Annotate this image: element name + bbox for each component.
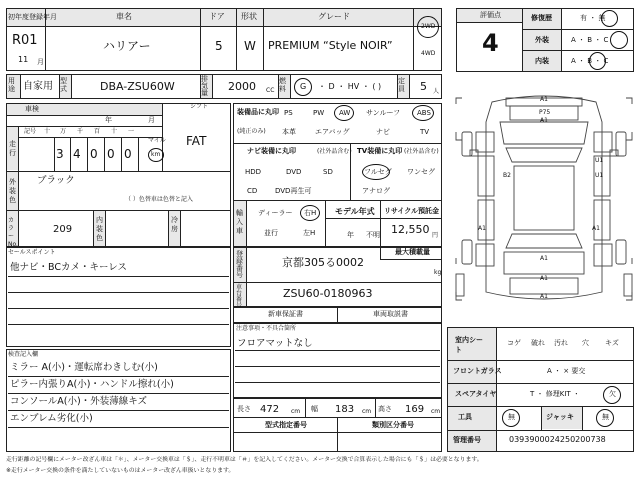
abs-circle [412, 105, 434, 121]
recycle-unit: 円 [432, 232, 439, 239]
model-year-unit: 年 [347, 231, 354, 239]
damage-mark: P75 [539, 109, 551, 116]
length-unit: cm [291, 408, 301, 415]
mileage-divider [70, 137, 71, 171]
repair-circle [601, 10, 618, 27]
damage-mark: A1 [592, 225, 600, 232]
fuel-label: 燃料 [279, 77, 286, 93]
inspector-line: エンブレム劣化(小) [10, 413, 93, 424]
new-warranty-label: 新車保証書 [268, 310, 303, 318]
max-load-unit: kg [434, 269, 442, 276]
capacity-unit: 人 [433, 88, 440, 95]
mgmt-value: 0393900024250200738 [509, 435, 606, 444]
mileage-unit-0: 十 [44, 128, 51, 135]
length-value: 472 [260, 404, 280, 415]
mileage-unit-1: 万 [60, 128, 67, 135]
manual-label: 車両取説書 [373, 310, 408, 318]
mileage-divider [138, 137, 139, 171]
inspector-rule [8, 410, 229, 411]
equipment-item: ナビ [376, 128, 390, 136]
interior-label: 内装 [535, 57, 549, 65]
length-label: 長さ [237, 405, 251, 413]
caution-label: 注意事項・不具合箇所 [236, 325, 297, 332]
navi-item: SD [323, 168, 333, 176]
inspector-rule [8, 393, 229, 394]
type-spec-label: 型式指定番号 [265, 421, 307, 429]
width-unit: cm [362, 408, 372, 415]
equipment-item: TV [420, 128, 430, 136]
exterior-options: A ・ B ・ C [571, 36, 609, 44]
interior-color-label: 内装色 [96, 216, 103, 242]
equipment-item: ABS [417, 109, 431, 117]
mileage-divider [121, 137, 122, 171]
seat-item: 破れ [531, 339, 545, 347]
navi-item: DVD [286, 168, 302, 176]
caution-value: フロアマットなし [237, 338, 313, 349]
score-value: 4 [482, 29, 499, 57]
interior-circle [589, 52, 606, 70]
repair-label: 修復歴 [531, 14, 552, 22]
damage-mark: U1 [595, 157, 604, 164]
glass-label: フロントガラス [453, 367, 502, 375]
damage-mark: A1 [478, 225, 486, 232]
usage-value: 自家用 [23, 81, 53, 92]
mileage-sub-label: 記号 [24, 128, 37, 135]
inspector-line: ピラー内張りA(小)・ハンドル擦れ(小) [10, 379, 174, 390]
width-label: 幅 [311, 405, 318, 413]
inspector-rule [8, 376, 229, 377]
shape-value: W [244, 39, 256, 53]
damage-mark: A1 [540, 293, 548, 300]
inspector-line: コンソールA(小)・外装薄線キズ [10, 396, 148, 407]
aw-circle [334, 105, 354, 121]
grade-value: PREMIUM “Style NOIR” [268, 39, 393, 52]
mileage-divider [104, 137, 105, 171]
month-unit: 月 [37, 58, 44, 66]
fullseg-circle [362, 164, 390, 180]
height-label: 高さ [378, 405, 392, 413]
navi-sub-label: (社外品含む) [317, 148, 352, 155]
inspector-rule [8, 427, 229, 428]
mileage-digit-2: 0 [90, 147, 98, 161]
mileage-unit-mile: マイル [148, 137, 166, 144]
damage-mark: U1 [595, 172, 604, 179]
shift-value: FAT [186, 134, 207, 148]
car-name-value: ハリアー [103, 39, 151, 53]
mileage-unit-4: 十 [111, 128, 118, 135]
car-name-label: 車名 [116, 12, 132, 21]
drive-4wd: 4WD [421, 50, 436, 57]
first-reg-month: 11 [18, 55, 29, 64]
first-reg-label: 初年度登録年月 [8, 13, 57, 21]
tv-item: ワンセグ [407, 168, 435, 176]
tv-item: フルセグ [364, 168, 392, 176]
model-year-label: モデル年式 [335, 207, 375, 216]
seat-item: 汚れ [554, 339, 568, 347]
disp-label: 排気量 [201, 75, 208, 97]
mileage-divider [54, 137, 55, 171]
disp-unit: CC [266, 87, 275, 94]
mileage-digit-4: 0 [124, 147, 132, 161]
spare-label: スペアタイヤ [455, 390, 497, 398]
color-value: ブラック [37, 175, 75, 186]
seat-item: コゲ [507, 339, 521, 347]
reg-no-value: 京都305る0002 [282, 256, 364, 269]
recycle-label: リサイクル預託金 [384, 207, 440, 215]
mileage-unit-km: km [151, 151, 161, 158]
spare-circled: 欠 [609, 390, 616, 398]
capacity-label: 定員 [398, 77, 405, 93]
model-value: DBA-ZSU60W [100, 80, 175, 93]
score-label: 評価点 [480, 11, 501, 19]
tv-item: アナログ [362, 187, 390, 195]
equipment-label: 装備品に丸印 [237, 108, 279, 116]
class-no-label: 類別区分番号 [372, 421, 414, 429]
drive-2wd: 2WD [421, 23, 436, 30]
height-unit: cm [431, 408, 441, 415]
exterior-circle [610, 31, 628, 49]
navi-item: CD [247, 187, 258, 195]
mileage-unit-2: 千 [77, 128, 84, 135]
footer-note-2: ※走行メーター交換の条件を満たしていないものはメーター改ざん車扱いとなります。 [6, 468, 235, 474]
damage-mark: B2 [503, 172, 511, 179]
import-label: 輸入車 [236, 209, 243, 235]
repair-options: 有 ・ 無 [580, 14, 606, 22]
seat-item: 穴 [582, 339, 589, 347]
shaken-year-unit: 年 [105, 116, 112, 124]
model-year-unknown: 不明 [366, 231, 380, 239]
jack-circled: 無 [602, 413, 609, 421]
import-parallel: 並行 [264, 229, 278, 237]
grade-label: グレード [318, 12, 350, 21]
equipment-item: PW [313, 109, 325, 117]
recycle-value: 12,550 [391, 223, 430, 236]
glass-value: A ・ × 要交 [547, 367, 586, 375]
mileage-unit-5: 一 [128, 128, 135, 135]
capacity-value: 5 [420, 80, 427, 93]
chassis-label: 車台番号 [236, 284, 243, 309]
spare-value: T ・ 修理KIT ・ [530, 390, 580, 398]
shaken-label: 車検 [25, 105, 39, 113]
tv-sub-label: (社外品含む) [404, 148, 439, 155]
damage-mark: A1 [540, 117, 548, 124]
damage-mark: A1 [540, 96, 548, 103]
reg-no-label: 登録番号 [236, 250, 243, 279]
sales-point-label: セールスポイント [8, 249, 56, 256]
sales-point-value: 他ナビ・BCカメ・キーレス [10, 262, 128, 273]
mileage-digit-0: 3 [56, 147, 64, 161]
handle-right: 右H [304, 209, 317, 217]
damage-mark: A1 [540, 275, 548, 282]
mileage-unit-3: 百 [94, 128, 101, 135]
color-no-label: カラーNo. [8, 217, 18, 248]
navi-item: HDD [245, 168, 262, 176]
doors-label: ドア [209, 12, 225, 21]
tool-label: 工具 [458, 413, 472, 421]
tv-label: TV装備に丸印 [357, 147, 403, 155]
fuel-g: G [300, 82, 307, 91]
doors-value: 5 [215, 39, 223, 53]
width-value: 183 [335, 404, 355, 415]
seat-label: 室内シート [455, 336, 483, 354]
inspector-line: ミラー A(小)・運転席わきしむ(小) [10, 362, 158, 373]
model-label: 型式 [60, 77, 67, 93]
navi-item: DVD再生可 [275, 187, 312, 195]
equipment-item: AW [339, 109, 351, 117]
footer-note-1: 走行距離の記号欄にメーター改ざん車は「＊」、メーター交換車は「＄」、走行不明車は「＃」を記入してください。メーター交換で合算表示した場合にも「＄」は必要となります。 [6, 457, 483, 463]
seat-item: キズ [605, 339, 619, 347]
navi-label: ナビ装備に丸印 [247, 147, 296, 155]
shape-label: 形状 [241, 12, 257, 21]
height-value: 169 [405, 404, 425, 415]
car-damage-diagram [452, 92, 636, 324]
jack-label: ジャッキ [546, 413, 574, 421]
equipment-sub-label: (純正のみ) [237, 128, 266, 135]
first-reg-value: R01 [12, 33, 38, 48]
chassis-value: ZSU60-0180963 [283, 287, 373, 300]
usage-label: 用途 [8, 77, 15, 93]
import-dealer: ディーラー [258, 209, 293, 217]
mileage-divider [87, 137, 88, 171]
disp-value: 2000 [228, 80, 256, 93]
interior-options: A ・ B ・ C [571, 57, 609, 65]
exterior-label: 外装 [535, 36, 549, 44]
max-load-label: 最大積載量 [395, 248, 430, 256]
mileage-label: 走行 [9, 140, 16, 157]
tool-circled: 無 [508, 413, 515, 421]
inspector-label: 検査記入欄 [8, 351, 39, 358]
color-label: 外装色 [9, 178, 16, 204]
color-note: （ ）色替車は色替と記入 [125, 196, 193, 203]
equipment-item: 本革 [282, 128, 296, 136]
equipment-item: エアバッグ [315, 128, 350, 136]
shaken-month-unit: 月 [148, 116, 155, 124]
damage-mark: A1 [540, 255, 548, 262]
mgmt-label: 管理番号 [453, 436, 481, 444]
equipment-item: PS [284, 109, 293, 117]
equipment-item: サンルーフ [366, 109, 401, 117]
mileage-digit-3: 0 [107, 147, 115, 161]
aircon-label: 冷房 [171, 216, 178, 233]
fuel-options: ・ D ・ HV ・ ( ) [318, 82, 382, 91]
caution-box [233, 323, 442, 398]
shift-label: シフト [190, 103, 209, 110]
handle-left: 左H [303, 229, 316, 237]
color-no-value: 209 [53, 224, 73, 235]
mileage-digit-1: 4 [73, 147, 81, 161]
